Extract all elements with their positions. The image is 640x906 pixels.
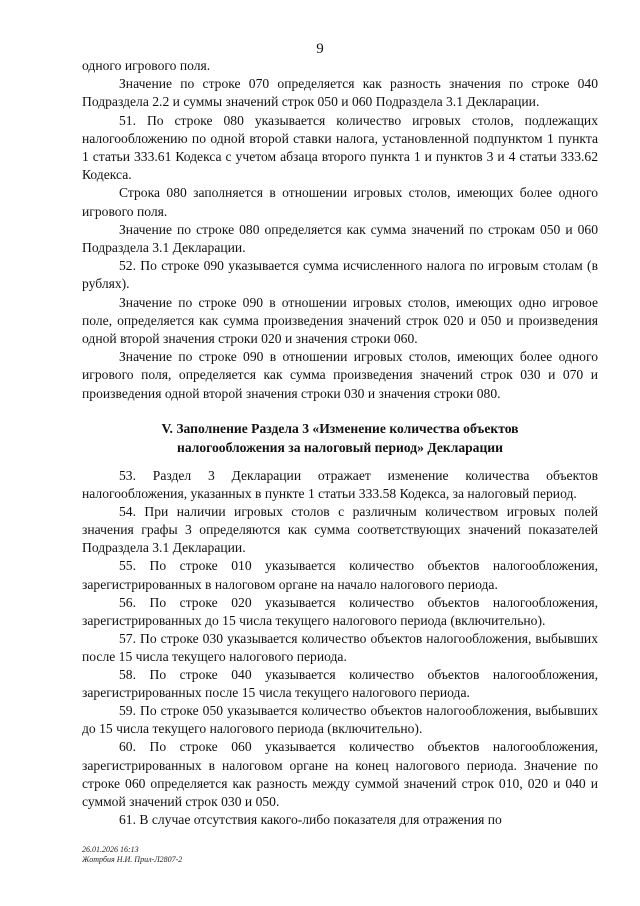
body-text-block: [82, 57, 598, 403]
paragraph-continuation: одного игрового поля.: [82, 58, 211, 73]
section-heading: [82, 420, 598, 457]
paragraph-60: 60. По строке 060 указывается количество объектов налогообложения, зарегистрированных в налоговом органе на конец налогового периода. Значение по строке 060 определяется как разность между суммой значений строк 010, 020 и 040 и суммой значений строк 030 и 050.: [82, 739, 598, 809]
footer-timestamp: 26.01.2026 16:13: [82, 845, 139, 854]
paragraph-080-value: Значение по строке 080 определяется как сумма значений по строкам 050 и 060 Подраздела 3.1 Декларации.: [82, 221, 598, 256]
page-number: 9: [316, 41, 324, 57]
paragraph-090-one-field: Значение по строке 090 в отношении игровых столов, имеющих одно игровое поле, определяется как сумма произведения значений строк 020 и 050 и произведения одной второй значения строки 020 и значения строки 060.: [82, 294, 598, 347]
paragraph-56: 56. По строке 020 указывается количество объектов налогообложения, зарегистрированных до 15 числа текущего налогового периода (включительно).: [82, 594, 598, 628]
document-footer: [82, 845, 182, 865]
paragraph-57: 57. По строке 030 указывается количество объектов налогообложения, выбывших после 15 числа текущего налогового периода.: [82, 630, 598, 664]
paragraph-51: 51. По строке 080 указывается количество игровых столов, подлежащих налогообложению по одной второй ставки налога, установленной подпунктом 1 пункта 1 статьи 333.61 Кодекса с учетом абзаца второго пункта 1 и пунктов 3 и 4 статьи 333.62 Кодекса.: [82, 112, 598, 183]
paragraph-52: 52. По строке 090 указывается сумма исчисленного налога по игровым столам (в рублях).: [82, 258, 598, 292]
paragraph-53: 53. Раздел 3 Декларации отражает изменение количества объектов налогообложения, указанных в пункте 1 статьи 333.58 Кодекса, за налоговый период.: [82, 468, 598, 502]
paragraph-090-multi-field: Значение по строке 090 в отношении игровых столов, имеющих более одного игрового поля, определяется как сумма произведения значений строк 030 и 070 и произведения одной второй значения строки 030 и значения строки 080.: [82, 349, 598, 401]
paragraph-59: 59. По строке 050 указывается количество объектов налогообложения, выбывших до 15 числа текущего налогового периода (включительно).: [82, 703, 598, 737]
paragraph-080-scope: Строка 080 заполняется в отношении игровых столов, имеющих более одного игрового поля.: [82, 185, 598, 219]
paragraph-070-value: Значение по строке 070 определяется как разность значения по строке 040 Подраздела 2.2 и суммы значений строк 050 и 060 Подраздела 3.1 Декларации.: [82, 76, 598, 110]
footer-reference: Жотрбия Н.И. Прил-Л2807-2: [82, 855, 183, 864]
section-heading-line-1: V. Заполнение Раздела 3 «Изменение количества объектов: [161, 421, 519, 436]
paragraph-58: 58. По строке 040 указывается количество объектов налогообложения, зарегистрированных после 15 числа текущего налогового периода.: [82, 667, 598, 701]
section-text-block: [82, 467, 598, 829]
section-heading-line-2: налогообложения за налоговый период» Декларации: [177, 439, 503, 455]
paragraph-54: 54. При наличии игровых столов с различным количеством игровых полей значения графы 3 определяются как сумма соответствующих значений показателей Подраздела 3.1 Декларации.: [82, 504, 598, 556]
paragraph-61: 61. В случае отсутствия какого-либо показателя для отражения по: [119, 811, 502, 827]
paragraph-55: 55. По строке 010 указывается количество объектов налогообложения, зарегистрированных в налоговом органе на начало налогового периода.: [82, 558, 598, 592]
